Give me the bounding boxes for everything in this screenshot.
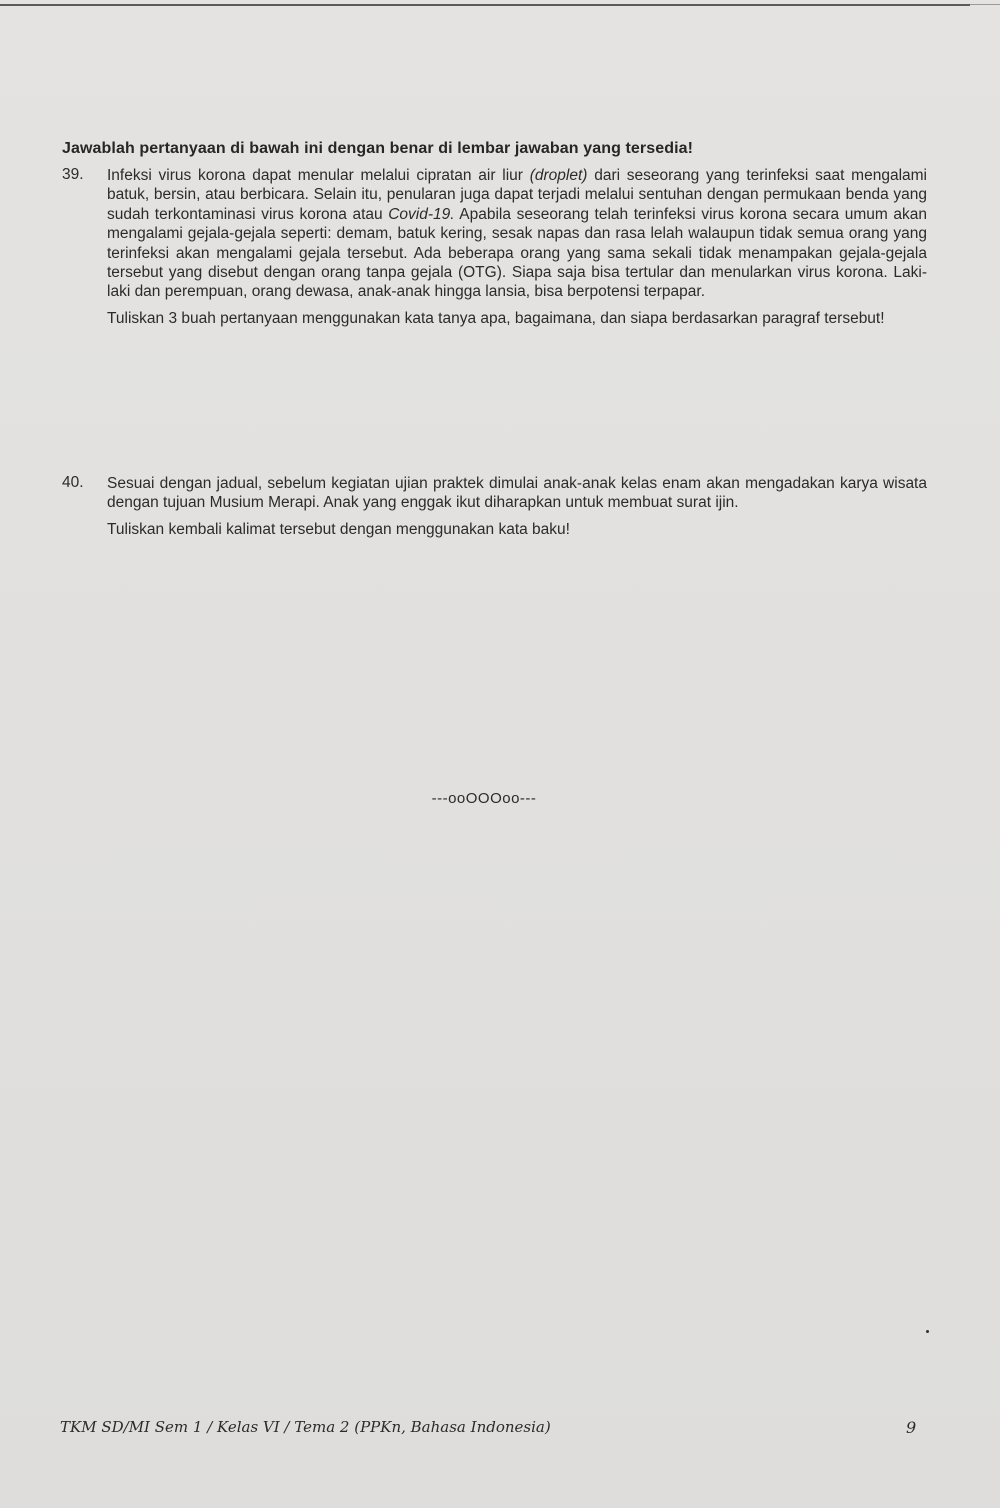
passage-italic-term: Covid-19. [388,205,455,223]
question-passage [107,166,927,302]
scan-speck [926,1330,929,1333]
passage-text: dari seseorang yang terinfeksi saat mengalami batuk, bersin, atau berbicara. Selain itu, penularan juga dapat terjadi melalui sentuhan dengan permukaan benda yang sudah terkontaminasi virus korona atau [107,167,927,223]
passage-text: Infeksi virus korona dapat menular melalui cipratan air liur [107,167,530,184]
question-body [107,166,927,328]
question-number: 40. [62,474,84,491]
question-task: Tuliskan 3 buah pertanyaan menggunakan kata tanya apa, bagaimana, dan siapa berdasarkan paragraf tersebut! [107,309,885,327]
page-number: 9 [906,1418,917,1437]
question-body [107,474,927,539]
question-passage: Sesuai dengan jadual, sebelum kegiatan ujian praktek dimulai anak-anak kelas enam akan mengadakan karya wisata dengan tujuan Musium Merapi. Anak yang enggak ikut diharapkan untuk membuat surat ijin. [107,475,927,512]
section-instruction: Jawablah pertanyaan di bawah ini dengan benar di lembar jawaban yang tersedia! [62,140,694,157]
passage-text: Apabila seseorang telah terinfeksi virus korona secara umum akan mengalami gejala-gejala seperti: demam, batuk kering, sesak napas dan rasa lelah walaupun tidak semua orang yang terinfeksi akan mengalami gejala tersebut. Ada beberapa orang yang sama sekali tidak menampakan gejala-gejala tersebut yang disebut dengan orang tanpa gejala (OTG). Siapa saja bisa tertular dan menularkan virus korona. Laki-laki dan perempuan, orang dewasa, anak-anak hingga lansia, bisa berpotensi terpapar. [107,205,927,301]
question-task: Tuliskan kembali kalimat tersebut dengan menggunakan kata baku! [107,520,570,538]
question-number: 39. [62,166,84,183]
top-border-line-faint [970,4,1000,5]
footer-caption: TKM SD/MI Sem 1 / Kelas VI / Tema 2 (PPKn, Bahasa Indonesia) [60,1418,551,1436]
top-border-line [0,4,970,6]
end-separator: ---ooOOOoo--- [431,790,537,807]
passage-italic-term: (droplet) [529,167,588,184]
